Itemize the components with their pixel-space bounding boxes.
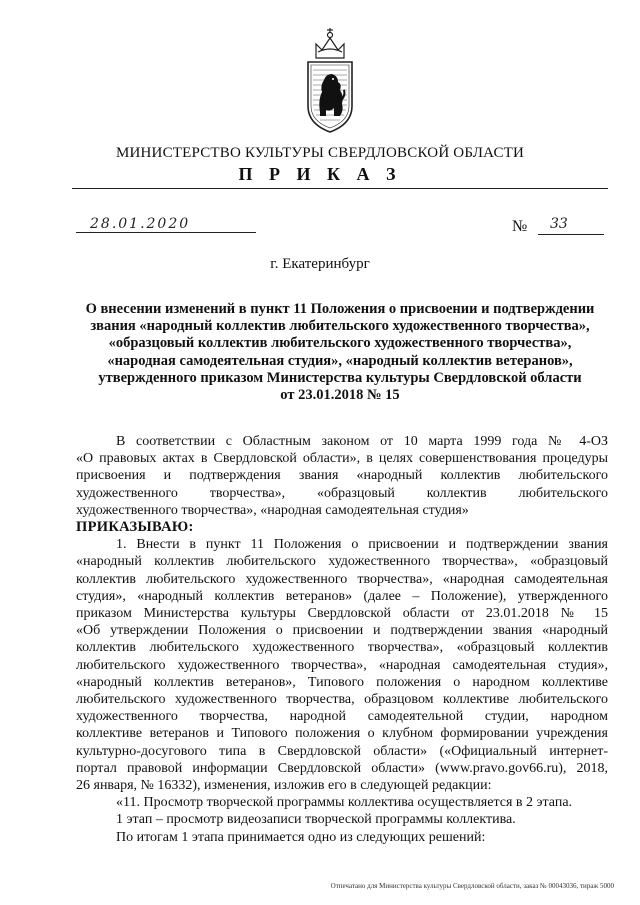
date-underline <box>76 232 256 233</box>
point-11-line: «11. Просмотр творческой программы коллектива осуществляется в 2 этапа. <box>116 795 573 811</box>
subject-line: от 23.01.2018 № 15 <box>280 387 400 404</box>
item-line: приказом Министерства культуры Свердловской области от 23.01.2018 № 15 <box>76 606 608 622</box>
order-body <box>76 433 608 846</box>
item-line: «народный коллектив любительского художественного творчества», «образцовый <box>76 554 608 570</box>
item-line: 1. Внести в пункт 11 Положения о присвоении и подтверждении звания <box>116 537 608 553</box>
order-number-label: № <box>512 218 528 235</box>
subject-line: «народная самодеятельная студия», «народный коллектив ветеранов», <box>107 352 573 369</box>
item-line: любительского художественного творчества, образцовом коллективе любительского <box>76 692 608 708</box>
order-date: 28.01.2020 <box>90 216 191 232</box>
stage-1-line: 1 этап – просмотр видеозаписи творческой программы коллектива. <box>116 812 516 828</box>
preamble-line: художественного творчества», «народная самодеятельная студия» <box>76 502 469 518</box>
print-footer: Отпечатано для Министерства культуры Свердловской области, заказ № 00043036, тираж 5000 <box>330 882 614 890</box>
item-line: «Об утверждении Положения о присвоении и подтверждении звания «народный <box>76 623 608 639</box>
item-line: любительского художественного творчества», «народная самодеятельная студия», <box>76 657 608 673</box>
subject-line: О внесении изменений в пункт 11 Положения о присвоении и подтверждении <box>85 301 595 317</box>
item-line: коллектив любительского художественного творчества», «народная самодеятельная <box>76 571 608 587</box>
header-divider <box>72 188 608 189</box>
item-line: культурно-досугового типа в Свердловской области» («Официальный интернет- <box>76 743 608 759</box>
order-word: ПРИКАЗЫВАЮ: <box>76 519 194 536</box>
order-number: 33 <box>550 216 568 232</box>
item-line: 26 января, № 16332), изменения, изложив его в следующей редакции: <box>76 778 492 794</box>
ministry-name: МИНИСТЕРСТВО КУЛЬТУРЫ СВЕРДЛОВСКОЙ ОБЛАСТИ <box>115 145 525 161</box>
preamble-line: «О правовых актах в Свердловской области», в целях совершенствования процедуры <box>76 451 608 467</box>
item-line: портал правовой информации Свердловской области» (www.pravo.gov66.ru), 2018, <box>76 760 608 776</box>
subject-line: звания «народный коллектив любительского художественного творчества», <box>90 318 590 335</box>
decision-line: По итогам 1 этапа принимается одно из следующих решений: <box>116 829 486 845</box>
number-underline <box>538 234 604 235</box>
item-line: студия», «народный коллектив ветеранов» (далее – Положение), утвержденного <box>76 588 608 604</box>
subject-line: утвержденного приказом Министерства культуры Свердловской области <box>98 369 582 386</box>
preamble-line: присвоения и подтверждения звания «народный коллектив любительского <box>76 468 608 484</box>
item-line: «народный коллектив ветеранов», Типового положения о народном коллективе <box>76 674 608 690</box>
subject-line: «образцовый коллектив любительского художественного творчества», <box>108 335 572 352</box>
city: г. Екатеринбург <box>270 256 370 272</box>
coat-of-arms-icon <box>302 20 358 136</box>
preamble-line: В соответствии с Областным законом от 10 марта 1999 года № 4-ОЗ <box>116 434 608 449</box>
item-line: коллектив любительского художественного творчества», «образцовый коллектив <box>76 640 608 656</box>
order-title: П Р И К А З <box>238 164 402 184</box>
item-line: художественного творчества, народной самодеятельной студии, народном <box>76 709 608 725</box>
item-line: коллективе ветеранов и Типового положения о клубном формировании учреждения <box>76 726 608 742</box>
order-subject <box>70 301 610 404</box>
preamble-line: художественного творчества», «образцовый коллектив любительского <box>76 485 608 501</box>
